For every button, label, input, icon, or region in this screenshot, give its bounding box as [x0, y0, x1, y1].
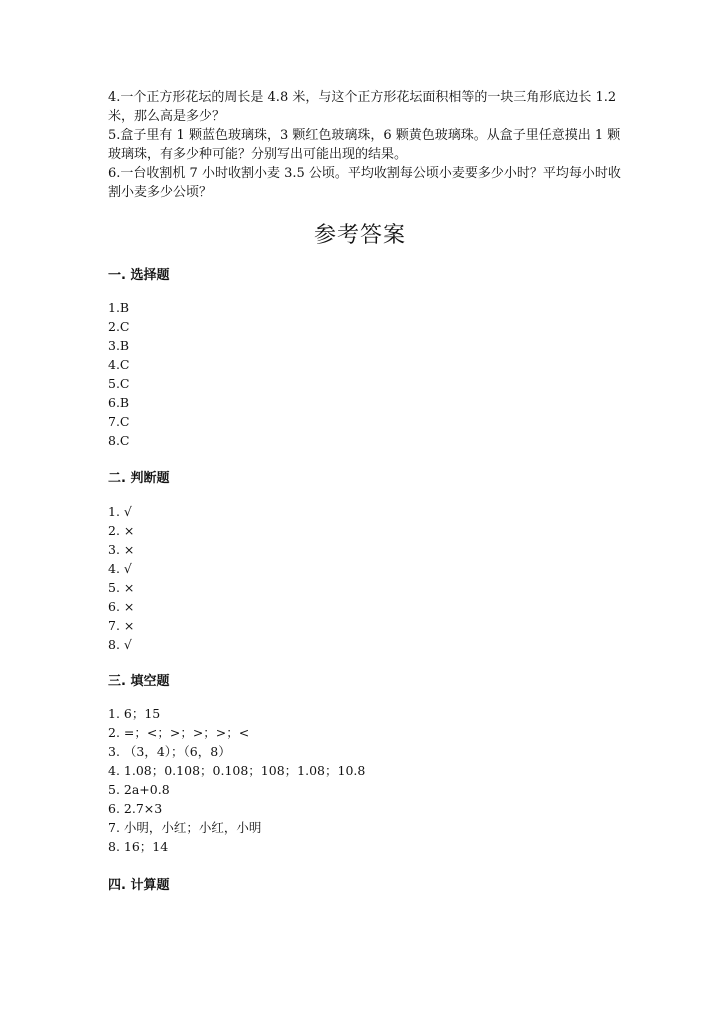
choice-answer: 4.C: [108, 357, 130, 372]
section-heading-calc: 四. 计算题: [108, 878, 170, 893]
choice-answer: 8.C: [108, 433, 130, 448]
fill-answer-list: [108, 704, 365, 856]
judge-answer: 6. ×: [108, 599, 135, 614]
judge-answer: 8. √: [108, 637, 132, 652]
judge-answer: 4. √: [108, 561, 132, 576]
problem-6: 6.一台收割机 7 小时收割小麦 3.5 公顷。平均收割每公顷小麦要多少小时？平均每小时收割小麦多少公顷？: [108, 166, 621, 200]
answer-title: 参考答案: [313, 223, 406, 248]
choice-answer: 6.B: [108, 395, 130, 410]
fill-answer: 1. 6；15: [108, 706, 161, 721]
section-heading-choice: 一. 选择题: [108, 268, 170, 283]
fill-answer: 3. （3，4）；（6，8）: [108, 744, 231, 759]
problem-list: [108, 88, 628, 202]
choice-answer: 1.B: [108, 300, 130, 315]
choice-answer: 2.C: [108, 319, 130, 334]
section-heading-fill: 三. 填空题: [108, 674, 170, 689]
problem-4: 4.一个正方形花坛的周长是 4.8 米，与这个正方形花坛面积相等的一块三角形底边长 1.2 米，那么高是多少？: [108, 90, 617, 124]
choice-answer: 3.B: [108, 338, 130, 353]
choice-answer: 7.C: [108, 414, 130, 429]
fill-answer: 6. 2.7×3: [108, 801, 163, 816]
judge-answer: 7. ×: [108, 618, 135, 633]
judge-answer-list: [108, 502, 134, 654]
fill-answer: 8. 16；14: [108, 839, 169, 854]
choice-answer: 5.C: [108, 376, 130, 391]
fill-answer: 2. =；<；>；>；>；<: [108, 725, 250, 740]
fill-answer: 7. 小明，小红；小红，小明: [108, 820, 262, 835]
choice-answer-list: [108, 298, 130, 450]
fill-answer: 5. 2a+0.8: [108, 782, 170, 797]
judge-answer: 3. ×: [108, 542, 135, 557]
section-heading-judge: 二. 判断题: [108, 471, 170, 486]
problem-5: 5.盒子里有 1 颗蓝色玻璃珠，3 颗红色玻璃珠，6 颗黄色玻璃珠。从盒子里任意摸出 1 颗玻璃珠，有多少种可能？分别写出可能出现的结果。: [108, 128, 621, 162]
judge-answer: 2. ×: [108, 523, 135, 538]
fill-answer: 4. 1.08；0.108；0.108；108；1.08；10.8: [108, 763, 366, 778]
judge-answer: 5. ×: [108, 580, 135, 595]
judge-answer: 1. √: [108, 504, 132, 519]
